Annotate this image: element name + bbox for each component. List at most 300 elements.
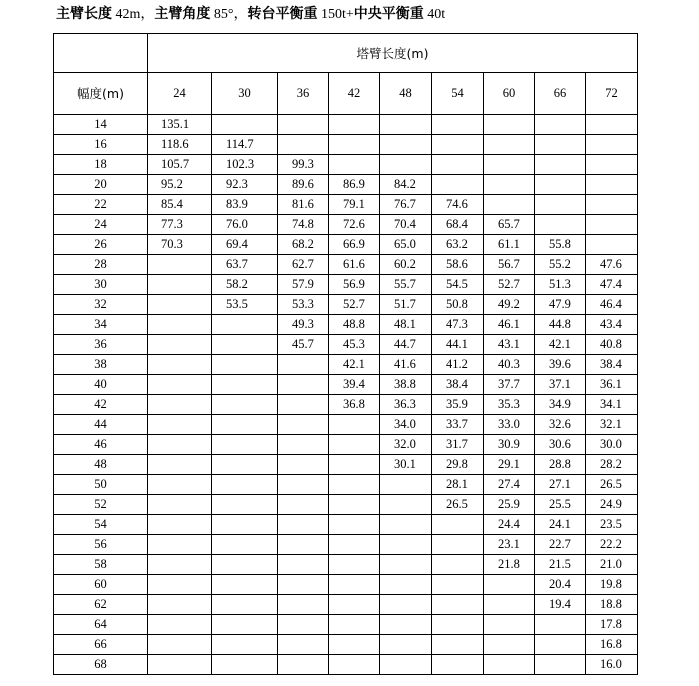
radius-cell: 36: [54, 335, 148, 355]
load-cell: [329, 475, 380, 495]
length-header-cell: 42: [329, 73, 380, 115]
table-row: [54, 595, 638, 615]
load-cell: [535, 195, 586, 215]
radius-cell: 60: [54, 575, 148, 595]
load-cell: [432, 635, 484, 655]
load-cell: [278, 495, 329, 515]
load-cell: 84.2: [380, 175, 432, 195]
caption-central-counterweight-value: 40t: [423, 7, 446, 22]
load-cell: [212, 515, 278, 535]
radius-cell: 22: [54, 195, 148, 215]
table-row: [54, 655, 638, 675]
load-cell: 63.2: [432, 235, 484, 255]
load-cell: 61.6: [329, 255, 380, 275]
load-cell: [329, 455, 380, 475]
load-cell: 17.8: [586, 615, 638, 635]
load-cell: [148, 475, 212, 495]
load-cell: 52.7: [329, 295, 380, 315]
load-cell: 77.3: [148, 215, 212, 235]
table-row: [54, 615, 638, 635]
load-cell: [586, 155, 638, 175]
load-cell: 29.1: [484, 455, 535, 475]
caption-boom-length-value: 42m，: [112, 7, 155, 22]
load-cell: 34.9: [535, 395, 586, 415]
radius-cell: 40: [54, 375, 148, 395]
caption-central-counterweight-label: 中央平衡重: [353, 6, 424, 22]
table-row: [54, 455, 638, 475]
load-cell: [278, 415, 329, 435]
radius-cell: 66: [54, 635, 148, 655]
load-chart-table: [53, 33, 638, 675]
load-cell: [278, 535, 329, 555]
load-cell: [212, 435, 278, 455]
load-cell: 76.0: [212, 215, 278, 235]
load-cell: [212, 335, 278, 355]
load-cell: [329, 655, 380, 675]
load-cell: [329, 435, 380, 455]
load-cell: 26.5: [586, 475, 638, 495]
load-cell: [432, 575, 484, 595]
load-cell: 21.0: [586, 555, 638, 575]
table-row: [54, 275, 638, 295]
load-cell: 16.8: [586, 635, 638, 655]
load-cell: 27.1: [535, 475, 586, 495]
load-cell: [278, 555, 329, 575]
load-cell: [148, 375, 212, 395]
load-cell: [586, 235, 638, 255]
load-cell: 32.1: [586, 415, 638, 435]
load-cell: 65.0: [380, 235, 432, 255]
load-cell: [329, 115, 380, 135]
radius-cell: 62: [54, 595, 148, 615]
load-cell: [484, 115, 535, 135]
load-cell: 36.3: [380, 395, 432, 415]
load-cell: 99.3: [278, 155, 329, 175]
load-cell: [278, 515, 329, 535]
load-cell: [148, 515, 212, 535]
load-cell: 37.7: [484, 375, 535, 395]
load-cell: 47.4: [586, 275, 638, 295]
load-cell: [212, 655, 278, 675]
load-cell: 51.7: [380, 295, 432, 315]
radius-cell: 50: [54, 475, 148, 495]
length-header-cell: 54: [432, 73, 484, 115]
load-cell: [278, 115, 329, 135]
load-cell: 31.7: [432, 435, 484, 455]
load-cell: [432, 175, 484, 195]
load-cell: [278, 635, 329, 655]
load-cell: [380, 595, 432, 615]
load-cell: 44.1: [432, 335, 484, 355]
radius-cell: 34: [54, 315, 148, 335]
load-cell: [148, 255, 212, 275]
load-cell: [380, 535, 432, 555]
load-cell: 62.7: [278, 255, 329, 275]
length-header-cell: 24: [148, 73, 212, 115]
load-cell: [278, 615, 329, 635]
load-cell: 60.2: [380, 255, 432, 275]
load-cell: [278, 455, 329, 475]
table-row: [54, 175, 638, 195]
load-cell: [148, 495, 212, 515]
load-cell: 24.9: [586, 495, 638, 515]
load-cell: 102.3: [212, 155, 278, 175]
load-cell: 24.1: [535, 515, 586, 535]
load-cell: 45.3: [329, 335, 380, 355]
load-cell: 30.0: [586, 435, 638, 455]
load-cell: [148, 455, 212, 475]
radius-cell: 38: [54, 355, 148, 375]
corner-cell: [54, 34, 148, 73]
load-cell: [586, 195, 638, 215]
load-cell: [329, 635, 380, 655]
length-header-cell: 72: [586, 73, 638, 115]
load-cell: [148, 555, 212, 575]
load-cell: 48.8: [329, 315, 380, 335]
load-cell: [329, 555, 380, 575]
table-row: [54, 115, 638, 135]
load-cell: 58.2: [212, 275, 278, 295]
load-cell: 53.5: [212, 295, 278, 315]
load-cell: 39.4: [329, 375, 380, 395]
length-header-cell: 30: [212, 73, 278, 115]
table-row: [54, 255, 638, 275]
load-cell: [329, 535, 380, 555]
load-cell: 85.4: [148, 195, 212, 215]
load-cell: 63.7: [212, 255, 278, 275]
load-cell: [329, 515, 380, 535]
load-cell: [278, 435, 329, 455]
load-cell: [380, 555, 432, 575]
load-cell: 42.1: [535, 335, 586, 355]
load-cell: [586, 215, 638, 235]
load-cell: 25.9: [484, 495, 535, 515]
load-cell: 55.8: [535, 235, 586, 255]
load-cell: 22.7: [535, 535, 586, 555]
load-cell: 57.9: [278, 275, 329, 295]
load-cell: 66.9: [329, 235, 380, 255]
load-cell: 41.2: [432, 355, 484, 375]
load-cell: [212, 375, 278, 395]
table-row: [54, 515, 638, 535]
load-cell: 33.0: [484, 415, 535, 435]
load-cell: [148, 655, 212, 675]
radius-cell: 52: [54, 495, 148, 515]
load-cell: 55.7: [380, 275, 432, 295]
load-cell: [432, 515, 484, 535]
length-header-cell: 66: [535, 73, 586, 115]
load-cell: 40.8: [586, 335, 638, 355]
load-cell: [212, 595, 278, 615]
load-cell: 105.7: [148, 155, 212, 175]
load-cell: [148, 635, 212, 655]
load-cell: [432, 135, 484, 155]
load-cell: 19.4: [535, 595, 586, 615]
load-cell: [484, 195, 535, 215]
table-row: [54, 415, 638, 435]
load-cell: 74.6: [432, 195, 484, 215]
load-cell: 135.1: [148, 115, 212, 135]
radius-cell: 46: [54, 435, 148, 455]
load-cell: 27.4: [484, 475, 535, 495]
load-cell: [329, 615, 380, 635]
table-row: [54, 315, 638, 335]
radius-cell: 54: [54, 515, 148, 535]
table-caption: [56, 4, 445, 25]
load-cell: 41.6: [380, 355, 432, 375]
load-cell: 18.8: [586, 595, 638, 615]
radius-cell: 58: [54, 555, 148, 575]
load-cell: 81.6: [278, 195, 329, 215]
load-cell: [380, 475, 432, 495]
radius-cell: 28: [54, 255, 148, 275]
load-cell: 51.3: [535, 275, 586, 295]
load-cell: 23.5: [586, 515, 638, 535]
load-cell: 44.8: [535, 315, 586, 335]
load-cell: 114.7: [212, 135, 278, 155]
load-cell: 21.5: [535, 555, 586, 575]
caption-boom-length-label: 主臂长度: [56, 6, 112, 22]
load-cell: 79.1: [329, 195, 380, 215]
table-row: [54, 495, 638, 515]
radius-cell: 32: [54, 295, 148, 315]
load-cell: [212, 555, 278, 575]
load-cell: 19.8: [586, 575, 638, 595]
load-cell: [432, 535, 484, 555]
table-row: [54, 155, 638, 175]
load-cell: [148, 535, 212, 555]
load-cell: [329, 595, 380, 615]
load-cell: 28.2: [586, 455, 638, 475]
load-cell: 30.9: [484, 435, 535, 455]
load-cell: 43.4: [586, 315, 638, 335]
load-cell: 25.5: [535, 495, 586, 515]
load-cell: 36.1: [586, 375, 638, 395]
group-header-row: [54, 34, 638, 73]
load-cell: 28.1: [432, 475, 484, 495]
load-cell: [484, 655, 535, 675]
load-cell: 38.4: [432, 375, 484, 395]
load-cell: 44.7: [380, 335, 432, 355]
load-cell: [148, 595, 212, 615]
load-cell: 39.6: [535, 355, 586, 375]
load-cell: [329, 495, 380, 515]
load-cell: 30.1: [380, 455, 432, 475]
table-row: [54, 575, 638, 595]
load-cell: [212, 575, 278, 595]
load-cell: 61.1: [484, 235, 535, 255]
radius-header: 幅度(m): [54, 73, 148, 115]
load-cell: [278, 395, 329, 415]
load-cell: [329, 155, 380, 175]
load-cell: [212, 455, 278, 475]
load-cell: [278, 595, 329, 615]
radius-cell: 56: [54, 535, 148, 555]
table-row: [54, 335, 638, 355]
load-cell: 56.9: [329, 275, 380, 295]
load-cell: [148, 615, 212, 635]
load-cell: 52.7: [484, 275, 535, 295]
load-cell: [380, 575, 432, 595]
load-cell: [212, 535, 278, 555]
load-cell: 58.6: [432, 255, 484, 275]
load-cell: [484, 635, 535, 655]
caption-boom-angle-label: 主臂角度: [154, 6, 211, 22]
radius-cell: 20: [54, 175, 148, 195]
load-cell: 34.1: [586, 395, 638, 415]
load-cell: [148, 435, 212, 455]
load-cell: [212, 415, 278, 435]
load-cell: 92.3: [212, 175, 278, 195]
load-cell: 34.0: [380, 415, 432, 435]
length-header-cell: 60: [484, 73, 535, 115]
load-cell: 55.2: [535, 255, 586, 275]
load-cell: 26.5: [432, 495, 484, 515]
load-cell: [212, 615, 278, 635]
load-cell: 38.8: [380, 375, 432, 395]
length-header-row: [54, 73, 638, 115]
load-cell: [484, 595, 535, 615]
load-cell: 47.6: [586, 255, 638, 275]
load-cell: [484, 615, 535, 635]
caption-boom-angle-value: 85°，: [210, 7, 248, 22]
load-cell: [586, 135, 638, 155]
load-cell: 74.8: [278, 215, 329, 235]
load-cell: [535, 215, 586, 235]
load-cell: 89.6: [278, 175, 329, 195]
load-cell: [432, 595, 484, 615]
load-cell: [380, 135, 432, 155]
load-cell: 23.1: [484, 535, 535, 555]
load-cell: [278, 475, 329, 495]
radius-cell: 26: [54, 235, 148, 255]
load-cell: 95.2: [148, 175, 212, 195]
load-cell: 32.0: [380, 435, 432, 455]
load-cell: 50.8: [432, 295, 484, 315]
radius-cell: 48: [54, 455, 148, 475]
load-cell: [380, 515, 432, 535]
load-cell: 46.4: [586, 295, 638, 315]
load-cell: [484, 135, 535, 155]
load-cell: 76.7: [380, 195, 432, 215]
load-cell: 32.6: [535, 415, 586, 435]
load-cell: [148, 275, 212, 295]
load-cell: 40.3: [484, 355, 535, 375]
load-cell: 36.8: [329, 395, 380, 415]
load-cell: [535, 655, 586, 675]
load-cell: [329, 575, 380, 595]
load-cell: [148, 295, 212, 315]
load-cell: [432, 555, 484, 575]
radius-cell: 42: [54, 395, 148, 415]
load-cell: [432, 115, 484, 135]
load-cell: [148, 395, 212, 415]
radius-cell: 30: [54, 275, 148, 295]
load-cell: 45.7: [278, 335, 329, 355]
load-cell: 33.7: [432, 415, 484, 435]
radius-cell: 44: [54, 415, 148, 435]
load-cell: 29.8: [432, 455, 484, 475]
load-cell: [212, 355, 278, 375]
radius-cell: 18: [54, 155, 148, 175]
load-cell: 28.8: [535, 455, 586, 475]
load-cell: [484, 575, 535, 595]
load-cell: [380, 155, 432, 175]
load-cell: [148, 335, 212, 355]
load-cell: 49.2: [484, 295, 535, 315]
load-cell: [380, 635, 432, 655]
load-cell: [212, 475, 278, 495]
load-cell: [535, 615, 586, 635]
load-cell: 20.4: [535, 575, 586, 595]
caption-counterweight-label: 转台平衡重: [247, 6, 318, 22]
load-cell: 42.1: [329, 355, 380, 375]
table-row: [54, 135, 638, 155]
load-cell: [535, 175, 586, 195]
load-cell: [148, 355, 212, 375]
load-cell: [278, 575, 329, 595]
table-row: [54, 435, 638, 455]
table-row: [54, 475, 638, 495]
load-cell: [278, 655, 329, 675]
load-cell: [278, 375, 329, 395]
load-cell: 86.9: [329, 175, 380, 195]
table-row: [54, 375, 638, 395]
load-cell: 68.4: [432, 215, 484, 235]
load-cell: [432, 615, 484, 635]
load-cell: [278, 355, 329, 375]
load-cell: 24.4: [484, 515, 535, 535]
load-cell: [586, 115, 638, 135]
load-cell: [535, 135, 586, 155]
load-cell: 37.1: [535, 375, 586, 395]
load-cell: [586, 175, 638, 195]
load-cell: 70.4: [380, 215, 432, 235]
radius-cell: 16: [54, 135, 148, 155]
load-cell: [380, 655, 432, 675]
caption-counterweight-value: 150t+: [317, 7, 354, 22]
load-cell: 54.5: [432, 275, 484, 295]
load-cell: 21.8: [484, 555, 535, 575]
load-cell: [212, 495, 278, 515]
load-cell: 16.0: [586, 655, 638, 675]
load-cell: [380, 115, 432, 135]
tower-boom-length-header: 塔臂长度(m): [148, 34, 638, 73]
load-cell: [212, 395, 278, 415]
load-cell: 56.7: [484, 255, 535, 275]
table-row: [54, 635, 638, 655]
table-row: [54, 555, 638, 575]
radius-cell: 24: [54, 215, 148, 235]
load-cell: [212, 115, 278, 135]
table-row: [54, 395, 638, 415]
load-cell: 49.3: [278, 315, 329, 335]
table-row: [54, 295, 638, 315]
load-cell: 46.1: [484, 315, 535, 335]
load-cell: 118.6: [148, 135, 212, 155]
load-cell: 22.2: [586, 535, 638, 555]
load-cell: [278, 135, 329, 155]
load-cell: 30.6: [535, 435, 586, 455]
load-cell: [432, 155, 484, 175]
load-cell: [484, 155, 535, 175]
table-row: [54, 195, 638, 215]
load-cell: 53.3: [278, 295, 329, 315]
load-cell: 35.9: [432, 395, 484, 415]
load-cell: 69.4: [212, 235, 278, 255]
table-row: [54, 355, 638, 375]
load-cell: 35.3: [484, 395, 535, 415]
